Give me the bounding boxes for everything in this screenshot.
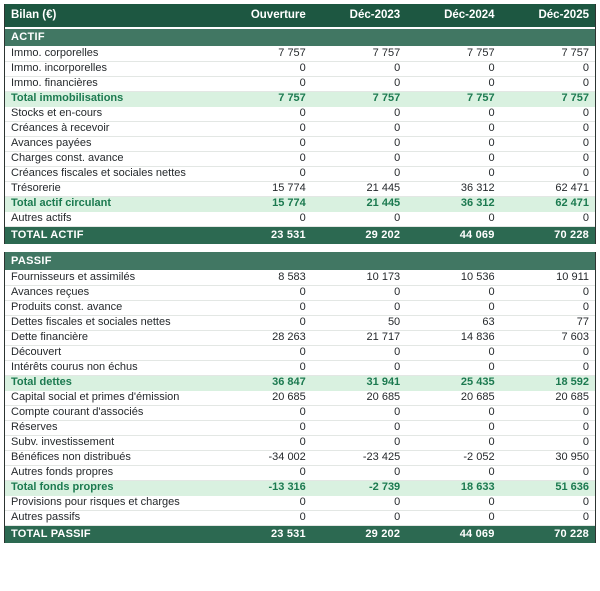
- cell-value: 0: [394, 212, 401, 224]
- cell-value: 0: [582, 107, 589, 119]
- cell-value: 0: [299, 62, 306, 74]
- cell-value: 0: [582, 346, 589, 358]
- cell-value: 0: [394, 406, 401, 418]
- cell-value: 10 536: [460, 270, 495, 283]
- cell-value: 7 757: [278, 92, 306, 104]
- cell-value: 36 312: [460, 182, 495, 194]
- cell-value: 0: [582, 62, 589, 74]
- cell-value: 0: [582, 137, 589, 149]
- cell-value: 0: [394, 466, 401, 478]
- cell-value: 62 471: [555, 182, 589, 194]
- column-header-dec-2024: Déc-2024: [406, 4, 500, 28]
- cell-value: 0: [394, 421, 401, 433]
- cell-value: 0: [488, 421, 495, 433]
- cell-value: 10 173: [366, 270, 401, 283]
- balance-sheet-table-actif: [5, 4, 595, 244]
- cell-value: 0: [488, 167, 495, 179]
- row-label: Intérêts courus non échus: [11, 361, 138, 373]
- row-label: Découvert: [11, 346, 62, 358]
- cell-value: 0: [394, 167, 401, 179]
- table-row: [5, 495, 595, 510]
- section-title: ACTIF: [11, 31, 45, 43]
- cell-value: 0: [582, 122, 589, 134]
- cell-value: 63: [482, 316, 495, 328]
- cell-value: 18 633: [460, 481, 495, 493]
- cell-value: 0: [299, 137, 306, 149]
- table-row: [5, 405, 595, 420]
- row-label: Avances payées: [11, 137, 92, 149]
- cell-value: 0: [488, 496, 495, 508]
- table-subtotal-row: [5, 480, 595, 495]
- table-row: [5, 151, 595, 166]
- cell-value: 29 202: [365, 527, 401, 540]
- cell-value: 0: [582, 212, 589, 224]
- row-label: Fournisseurs et assimilés: [11, 270, 136, 283]
- cell-value: 0: [394, 286, 401, 298]
- row-label: Stocks et en-cours: [11, 107, 103, 119]
- cell-value: 0: [394, 436, 401, 448]
- cell-value: 0: [488, 137, 495, 149]
- cell-value: 7 757: [467, 92, 495, 104]
- cell-value: -23 425: [362, 451, 401, 463]
- row-label: Capital social et primes d'émission: [11, 391, 180, 403]
- cell-value: 20 685: [555, 391, 589, 403]
- table-row: [5, 121, 595, 136]
- cell-value: 28 263: [272, 331, 306, 343]
- table-row: [5, 435, 595, 450]
- cell-value: 0: [299, 511, 306, 523]
- cell-value: 18 592: [555, 376, 589, 388]
- row-label: Avances reçues: [11, 286, 90, 298]
- actif-block: [4, 4, 596, 244]
- cell-value: -34 002: [268, 451, 306, 463]
- row-label: Autres passifs: [11, 511, 81, 523]
- table-row: [5, 450, 595, 465]
- table-row: [5, 181, 595, 196]
- row-label: Immo. corporelles: [11, 46, 99, 59]
- cell-value: 23 531: [270, 527, 306, 540]
- table-row: [5, 166, 595, 181]
- column-header-ouverture: Ouverture: [217, 4, 311, 28]
- cell-value: 0: [299, 436, 306, 448]
- cell-value: 0: [299, 107, 306, 119]
- cell-value: -2 739: [368, 481, 401, 493]
- table-row: [5, 285, 595, 300]
- table-row: [5, 300, 595, 315]
- table-row: [5, 390, 595, 405]
- cell-value: 0: [299, 421, 306, 433]
- cell-value: 0: [582, 511, 589, 523]
- cell-value: 0: [582, 406, 589, 418]
- cell-value: 7 603: [561, 331, 589, 343]
- cell-value: 31 941: [366, 376, 401, 388]
- cell-value: 7 757: [278, 46, 306, 59]
- cell-value: 0: [299, 346, 306, 358]
- cell-value: 20 685: [460, 391, 495, 403]
- row-label: TOTAL PASSIF: [11, 527, 91, 540]
- cell-value: 8 583: [278, 270, 306, 283]
- cell-value: 25 435: [460, 376, 495, 388]
- column-header-dec-2023: Déc-2023: [312, 4, 406, 28]
- cell-value: 0: [488, 301, 495, 313]
- cell-value: 23 531: [270, 228, 306, 241]
- table-row: [5, 211, 595, 226]
- cell-value: 10 911: [556, 270, 589, 283]
- section-title: PASSIF: [11, 254, 52, 267]
- cell-value: 0: [299, 286, 306, 298]
- cell-value: 50: [387, 316, 401, 328]
- table-row: [5, 61, 595, 76]
- cell-value: 51 636: [555, 481, 589, 493]
- cell-value: 0: [488, 122, 495, 134]
- cell-value: 21 717: [366, 331, 401, 343]
- cell-value: 21 445: [366, 182, 401, 194]
- cell-value: 0: [488, 77, 495, 89]
- column-header-dec-2025: Déc-2025: [501, 4, 595, 28]
- row-label: Créances fiscales et sociales nettes: [11, 167, 186, 179]
- row-label: Total actif circulant: [11, 197, 112, 209]
- cell-value: 44 069: [459, 527, 495, 540]
- row-label: Compte courant d'associés: [11, 406, 144, 418]
- cell-value: 0: [488, 466, 495, 478]
- cell-value: 0: [394, 511, 401, 523]
- cell-value: 0: [299, 316, 306, 328]
- table-header-row: [5, 4, 595, 28]
- cell-value: 70 228: [554, 228, 589, 241]
- cell-value: 0: [394, 496, 401, 508]
- row-label: Bénéfices non distribués: [11, 451, 131, 463]
- table-total-row: [5, 226, 595, 244]
- table-row: [5, 270, 595, 285]
- cell-value: 70 228: [554, 527, 589, 540]
- cell-value: 0: [488, 107, 495, 119]
- cell-value: 0: [394, 361, 401, 373]
- row-label: Immo. incorporelles: [11, 62, 107, 74]
- row-label: Charges const. avance: [11, 152, 124, 164]
- table-subtotal-row: [5, 375, 595, 390]
- cell-value: 0: [488, 152, 495, 164]
- row-label: Provisions pour risques et charges: [11, 496, 180, 508]
- cell-value: 7 757: [372, 46, 401, 59]
- table-subtotal-row: [5, 91, 595, 106]
- cell-value: 20 685: [366, 391, 401, 403]
- cell-value: 0: [394, 107, 401, 119]
- cell-value: 0: [488, 62, 495, 74]
- cell-value: 0: [299, 167, 306, 179]
- row-label: Total fonds propres: [11, 481, 114, 493]
- table-title: Bilan (€): [5, 4, 217, 28]
- cell-value: 0: [394, 137, 401, 149]
- cell-value: 15 774: [272, 182, 306, 194]
- row-label: Produits const. avance: [11, 301, 123, 313]
- row-label: Créances à recevoir: [11, 122, 110, 134]
- cell-value: 20 685: [272, 391, 306, 403]
- row-label: Trésorerie: [11, 182, 61, 194]
- cell-value: 0: [488, 346, 495, 358]
- row-label: TOTAL ACTIF: [11, 228, 84, 241]
- row-label: Total dettes: [11, 376, 72, 388]
- cell-value: 0: [394, 152, 401, 164]
- cell-value: 0: [488, 361, 495, 373]
- cell-value: 36 312: [460, 197, 495, 209]
- cell-value: 7 757: [467, 46, 495, 59]
- cell-value: 0: [488, 286, 495, 298]
- table-row: [5, 46, 595, 61]
- table-row: [5, 420, 595, 435]
- cell-value: 29 202: [365, 228, 401, 241]
- cell-value: 0: [299, 406, 306, 418]
- balance-sheet-table-passif: [5, 252, 595, 543]
- row-label: Dettes fiscales et sociales nettes: [11, 316, 171, 328]
- cell-value: 0: [394, 346, 401, 358]
- cell-value: 0: [582, 436, 589, 448]
- row-label: Total immobilisations: [11, 92, 124, 104]
- cell-value: 0: [394, 62, 401, 74]
- table-row: [5, 330, 595, 345]
- row-label: Immo. financières: [11, 77, 98, 89]
- table-row: [5, 136, 595, 151]
- table-row: [5, 315, 595, 330]
- table-row: [5, 510, 595, 525]
- cell-value: -13 316: [268, 481, 306, 493]
- cell-value: 0: [394, 122, 401, 134]
- table-subtotal-row: [5, 196, 595, 211]
- section-header-actif: [5, 28, 595, 46]
- cell-value: 0: [299, 212, 306, 224]
- row-label: Subv. investissement: [11, 436, 115, 448]
- cell-value: 0: [582, 167, 589, 179]
- cell-value: 0: [394, 301, 401, 313]
- cell-value: 30 950: [555, 451, 589, 463]
- cell-value: 0: [582, 152, 589, 164]
- row-label: Dette financière: [11, 331, 89, 343]
- cell-value: 0: [488, 511, 495, 523]
- cell-value: 0: [582, 466, 589, 478]
- cell-value: 7 757: [372, 92, 401, 104]
- cell-value: 0: [394, 77, 401, 89]
- table-row: [5, 345, 595, 360]
- table-row: [5, 106, 595, 121]
- cell-value: 7 757: [561, 46, 589, 59]
- cell-value: 14 836: [460, 331, 495, 343]
- table-row: [5, 360, 595, 375]
- cell-value: 0: [582, 421, 589, 433]
- cell-value: 0: [299, 466, 306, 478]
- cell-value: 0: [299, 496, 306, 508]
- section-header-passif: [5, 252, 595, 270]
- cell-value: 0: [582, 361, 589, 373]
- table-row: [5, 465, 595, 480]
- cell-value: 0: [299, 301, 306, 313]
- cell-value: 0: [488, 436, 495, 448]
- cell-value: -2 052: [463, 451, 495, 463]
- cell-value: 0: [582, 301, 589, 313]
- cell-value: 0: [299, 361, 306, 373]
- table-total-row: [5, 525, 595, 543]
- cell-value: 44 069: [459, 228, 495, 241]
- passif-block: [4, 252, 596, 543]
- cell-value: 62 471: [555, 197, 589, 209]
- cell-value: 0: [488, 406, 495, 418]
- cell-value: 0: [582, 77, 589, 89]
- row-label: Autres actifs: [11, 212, 72, 224]
- cell-value: 0: [582, 286, 589, 298]
- row-label: Réserves: [11, 421, 58, 433]
- cell-value: 15 774: [272, 197, 306, 209]
- cell-value: 0: [299, 77, 306, 89]
- row-label: Autres fonds propres: [11, 466, 114, 478]
- cell-value: 0: [582, 496, 589, 508]
- cell-value: 0: [299, 122, 306, 134]
- cell-value: 77: [576, 316, 589, 328]
- cell-value: 21 445: [366, 197, 401, 209]
- cell-value: 36 847: [272, 376, 306, 388]
- cell-value: 0: [488, 212, 495, 224]
- cell-value: 0: [299, 152, 306, 164]
- cell-value: 7 757: [561, 92, 589, 104]
- table-row: [5, 76, 595, 91]
